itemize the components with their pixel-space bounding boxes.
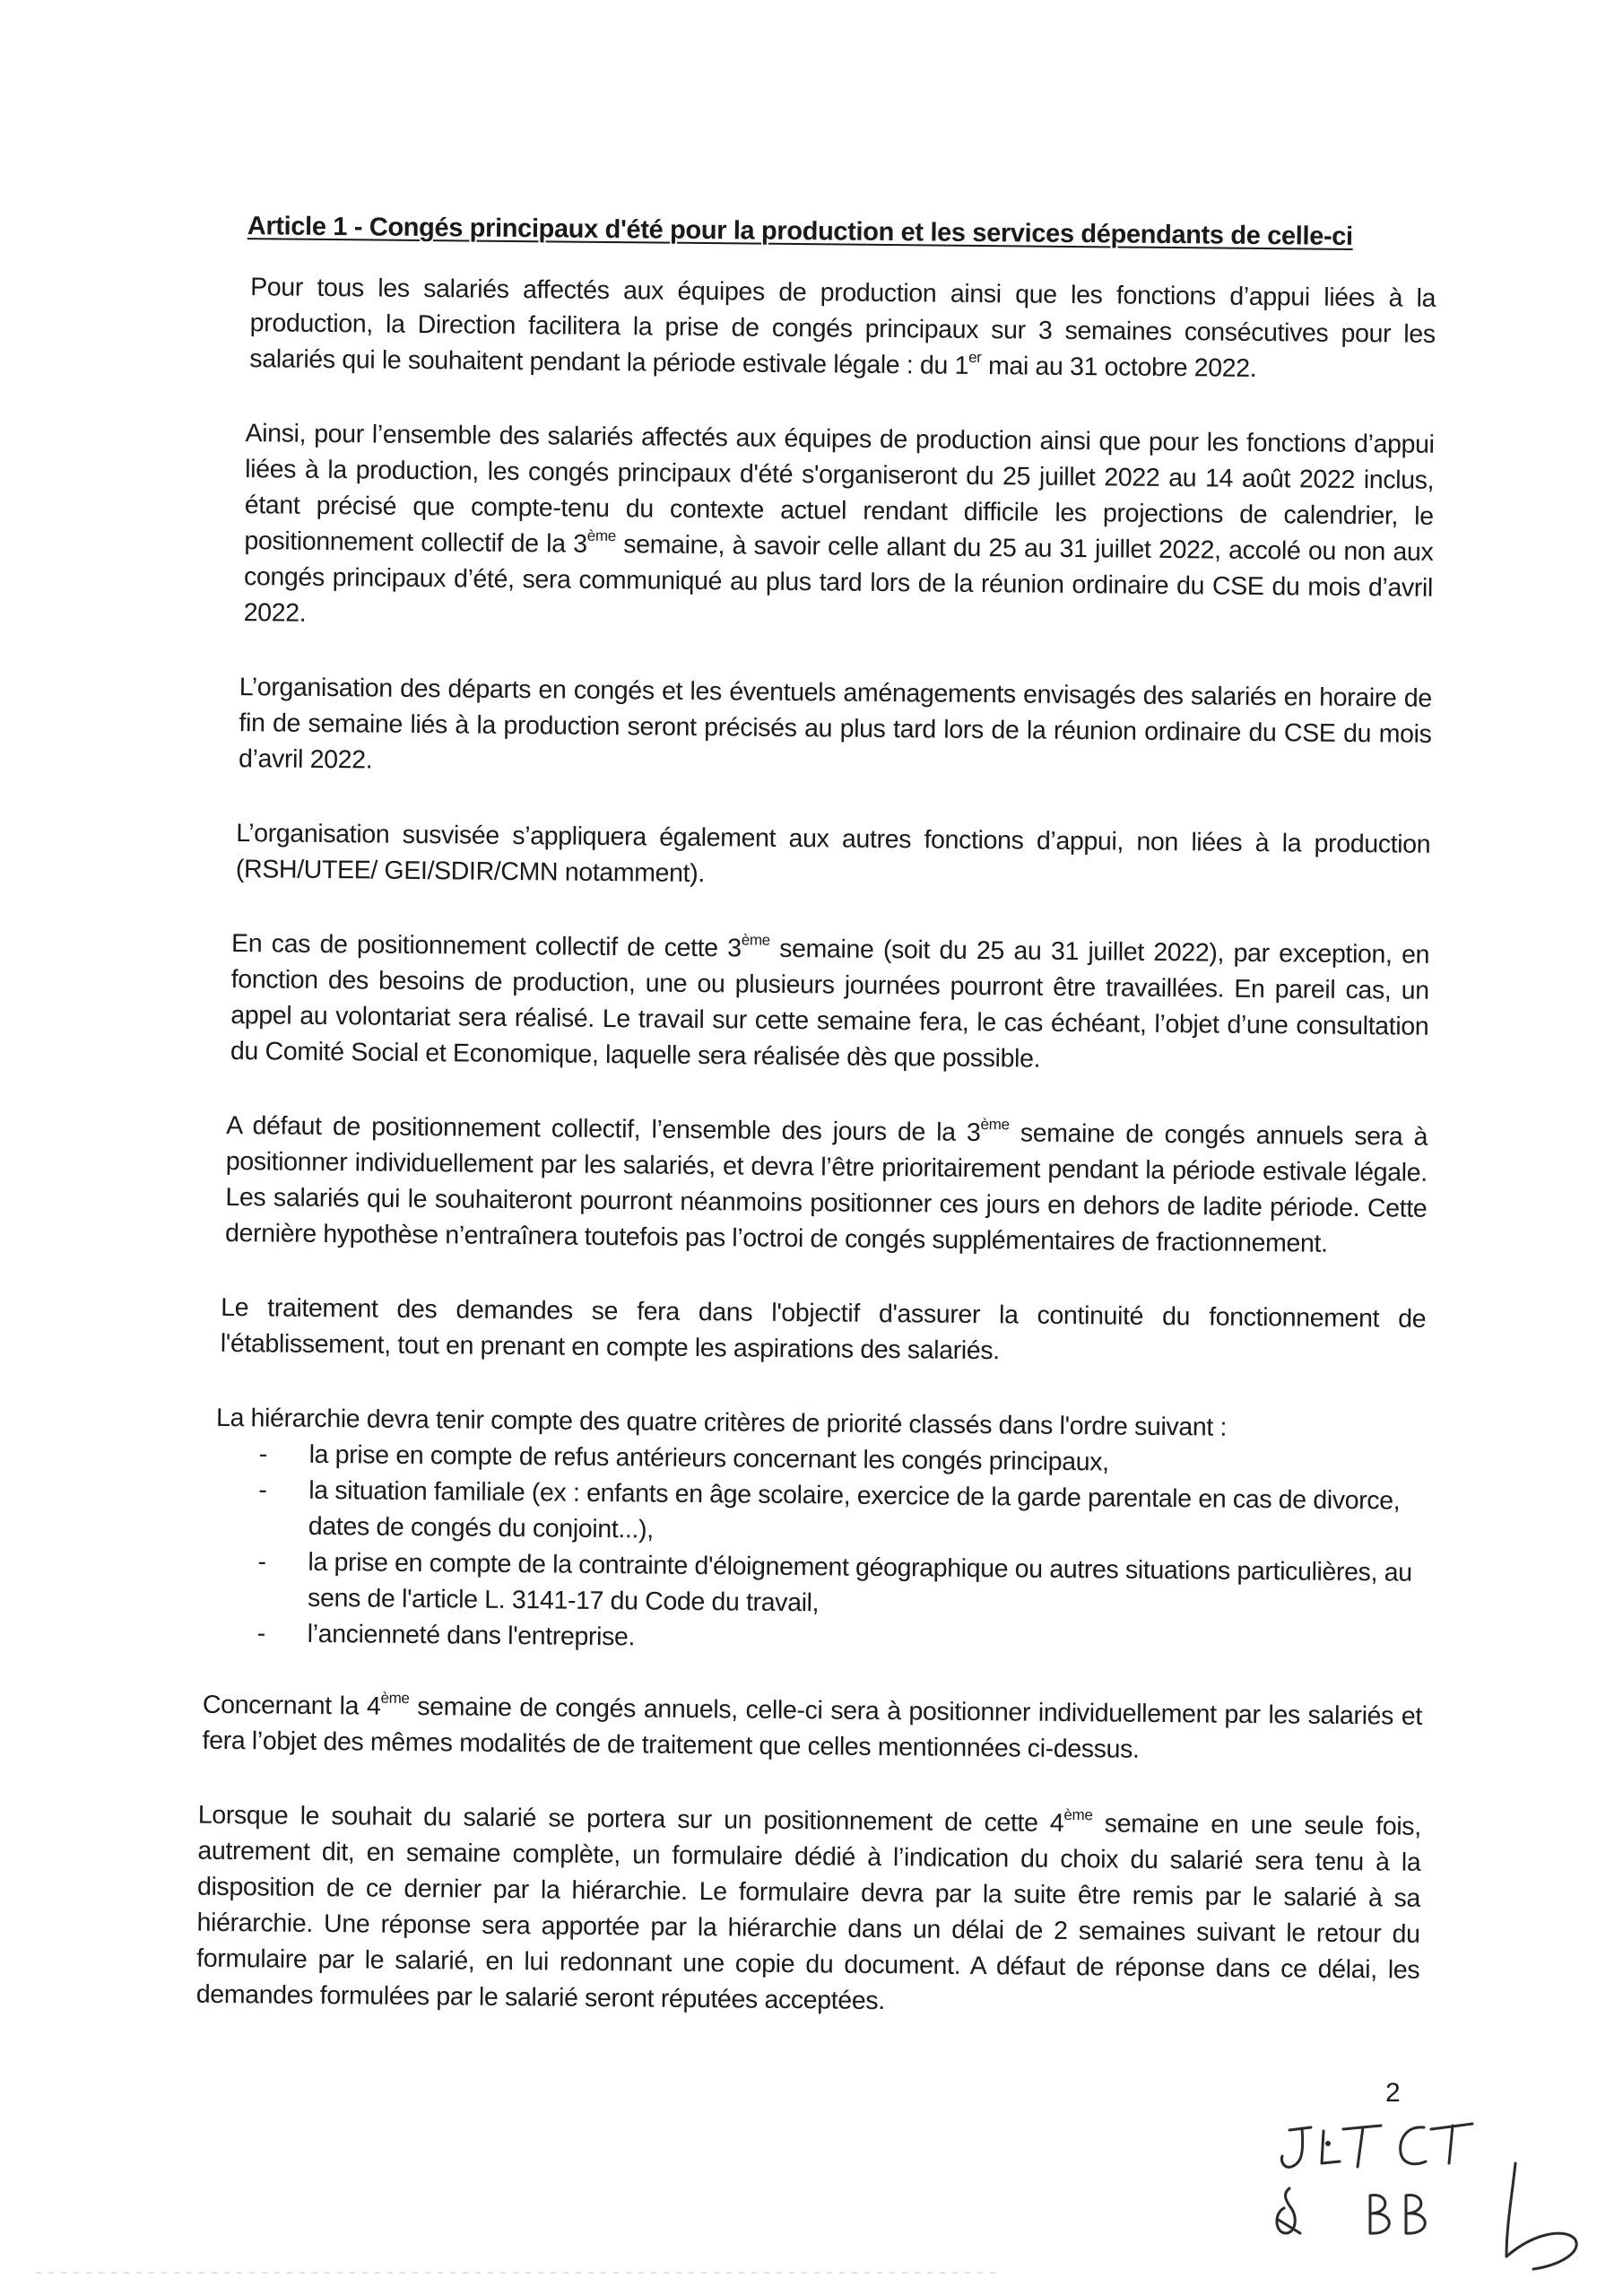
paragraph-8: La hiérarchie devra tenir compte des quatre critères de priorité classés dans l'ordre suivant : (215, 1403, 1228, 1442)
initial-l-stroke (1322, 2131, 1340, 2163)
initial-t2-stroke (1431, 2124, 1472, 2163)
list-item-text: la prise en compte de refus antérieurs concernant les congés principaux, (308, 1439, 1109, 1477)
paragraph-2-text-a: Ainsi, pour l’ensemble des salariés affectés aux équipes de production ainsi que pour les fonctions d’appui liées à la production, les congés principaux d'été s'organiseront du 25 juillet 2022 au 14 août 2022 inclus, étant précisé que compte-tenu du contexte actuel rendant difficile les projections de calendrier, le positionnement collectif de la 3 (244, 419, 1435, 559)
priority-criteria-list (221, 1436, 1425, 1663)
paragraph-10-sup: ème (1063, 1805, 1093, 1823)
paragraph-4: L’organisation susvisée s’appliquera également aux autres fonctions d’appui, non liées à la production (RSH/UTEE/ GEI/SDIR/CMN notamment). (235, 819, 1431, 889)
paragraph-6-text-a: A défaut de positionnement collectif, l’ensemble des jours de la 3 (226, 1110, 981, 1148)
paragraph-10 (196, 1797, 1421, 2024)
paragraph-7: Le traitement des demandes se fera dans l'objectif d'assurer la continuité du fonctionnement de l'établissement, tout en prenant en compte les aspirations des salariés. (220, 1292, 1427, 1366)
page-number: 2 (1385, 2078, 1401, 2108)
list-dash: - (258, 1475, 267, 1505)
paragraph-2-text-b: semaine, à savoir celle allant du 25 au 31 juillet 2022, accolé ou non aux congés principaux d’été, sera communiqué au plus tard lors de la réunion ordinaire du CSE du mois d’avril 2022. (243, 530, 1434, 628)
paragraph-2-sup: ème (586, 526, 616, 544)
paragraph-1-text: Pour tous les salariés affectés aux équipes de production ainsi que les fonctions d’appui liées à la production, la Direction facilitera la prise de congés principaux sur 3 semaines consécutives pour les salariés qui le souhaitent pendant la période estivale légale : du 1 (249, 273, 1436, 380)
signature-stroke (1506, 2163, 1576, 2269)
list-dash: - (258, 1439, 267, 1469)
paragraph-6-text-b: semaine de congés annuels sera à positionner individuellement par les salariés, et devra l’être prioritairement pendant la période estivale légale. Les salariés qui le souhaiteront pourront néanmoins positionner ces jours en dehors de ladite période. Cette dernière hypothèse n’entraînera toutefois pas l’octroi de congés supplémentaires de fractionnement. (224, 1118, 1428, 1258)
paragraph-5-sup: ème (741, 930, 770, 949)
initial-mark-stroke (1277, 2188, 1300, 2233)
paragraph-3: L’organisation des départs en congés et les éventuels aménagements envisagés des salariés en horaire de fin de semaine liés à la production seront précisés au plus tard lors de la réunion ordinaire du CSE du mois d’avril 2022. (238, 673, 1432, 775)
paragraph-10-text-b: semaine en une seule fois, autrement dit, en semaine complète, un formulaire dédié à l’indication du choix du salarié sera tenu à la disposition de ce dernier par la hiérarchie. Le formulaire devra par la suite être remis par le salarié à sa hiérarchie. Une réponse sera apportée par la hiérarchie dans un délai de 2 semaines suivant le retour du formulaire par le salarié, en lui redonnant une copie du document. A défaut de réponse dans ce délai, les demandes formulées par le salarié seront réputées acceptées. (195, 1809, 1421, 2016)
paragraph-1 (249, 269, 1436, 388)
scan-artifact-line (36, 2272, 995, 2274)
initial-c-stroke (1401, 2127, 1426, 2164)
list-dash: - (256, 1619, 266, 1648)
list-item (257, 1544, 1424, 1626)
paragraph-1-sup: er (968, 348, 982, 366)
initial-t-stroke (1343, 2126, 1381, 2167)
initial-b1-stroke (1370, 2196, 1389, 2234)
paragraph-2 (243, 415, 1434, 642)
paragraph-10-text-a: Lorsque le souhait du salarié se portera sur un positionnement de cette 4 (197, 1800, 1064, 1838)
paragraph-9-text-b: semaine de congés annuels, celle-ci sera à positionner individuellement par les salariés et fera l’objet des mêmes modalités de de traitement que celles mentionnées ci-dessus. (202, 1692, 1423, 1764)
paragraph-9-text-a: Concernant la 4 (202, 1690, 381, 1721)
handwritten-initials (1264, 2108, 1605, 2287)
list-dash: - (257, 1547, 266, 1577)
document-body (195, 208, 1436, 2063)
list-item-text: l’ancienneté dans l'entreprise. (307, 1619, 636, 1652)
paragraph-1-end: mai au 31 octobre 2022. (981, 351, 1257, 383)
paragraph-6 (225, 1108, 1428, 1263)
list-item-text: la situation familiale (ex : enfants en âge scolaire, exercice de la garde parentale en cas de divorce, dates de congés du conjoint...), (308, 1475, 1401, 1544)
initial-j-stroke (1281, 2127, 1311, 2167)
list-item (258, 1472, 1425, 1554)
list-item-text: la prise en compte de la contrainte d'éloignement géographique ou autres situations particulières, au sens de l'article L. 3141-17 du Code du travail, (307, 1547, 1412, 1618)
paragraph-9-sup: ème (380, 1689, 410, 1707)
initial-b2-stroke (1406, 2196, 1425, 2234)
paragraph-6-sup: ème (980, 1115, 1010, 1133)
paragraph-5 (230, 926, 1429, 1081)
paragraph-5-text-a: En cas de positionnement collectif de cette 3 (230, 929, 742, 963)
article-heading: Article 1 - Congés principaux d'été pour la production et les services dépendants de celle-ci (247, 212, 1353, 251)
paragraph-9 (202, 1687, 1422, 1770)
paragraph-5-text-b: semaine (soit du 25 au 31 juillet 2022), par exception, en fonction des besoins de production, une ou plusieurs journées pourront être travaillées. En pareil cas, un appel au volontariat sera réalisé. Le travail sur cette semaine fera, le cas échéant, l’objet d’une consultation du Comité Social et Economique, laquelle sera réalisée dès que possible. (230, 934, 1430, 1074)
